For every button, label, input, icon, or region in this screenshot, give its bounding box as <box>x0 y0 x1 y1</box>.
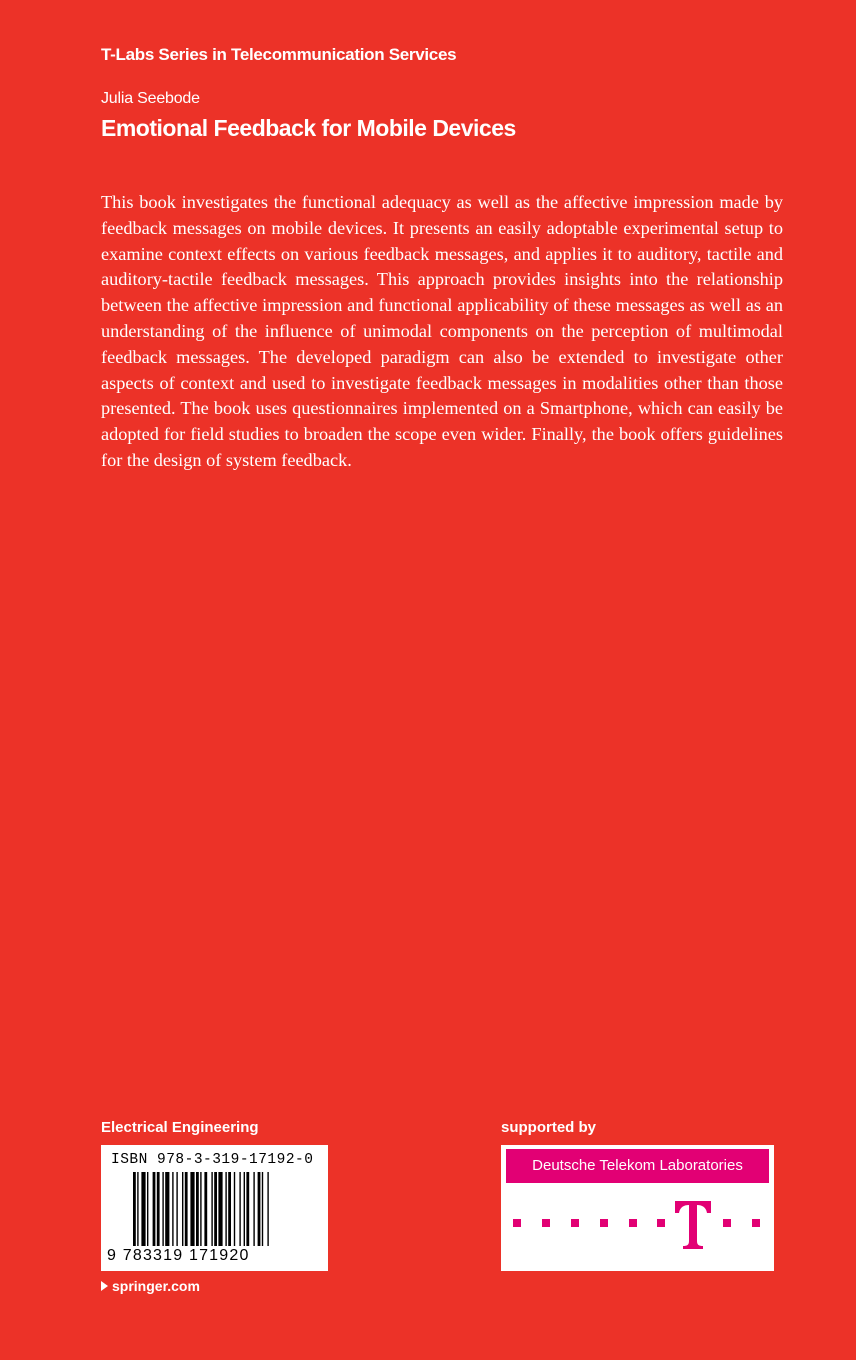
book-title: Emotional Feedback for Mobile Devices <box>101 115 516 141</box>
author-name: Julia Seebode <box>101 90 200 107</box>
sponsor-box <box>501 1145 774 1271</box>
isbn-label: ISBN 978-3-319-17192-0 <box>111 1152 314 1168</box>
book-description: This book investigates the functional adequacy as well as the affective impression made by feedback messages on mobile devices. It presents an easily adoptable experimental setup to examine context effects on various feedback messages, and applies it to auditory, tactile and auditory-tactile feedback messages. This approach provides insights into the relationship between the affective impression and functional applicability of these messages as well as an understanding of the influence of unimodal components on the perception of multimodal feedback messages. The developed paradigm can also be extended to investigate other aspects of context and used to investigate feedback messages in modalities other than those presented. The book uses questionnaires implemented on a Smartphone, which can easily be adopted for field studies to broaden the scope even wider. Finally, the book offers guidelines for the design of system feedback. <box>101 192 783 470</box>
barcode-bars <box>133 1172 301 1246</box>
sponsor-name: Deutsche Telekom Laboratories <box>506 1149 769 1183</box>
publisher-link[interactable] <box>101 1278 200 1294</box>
ean-digits: 9 783319 171920 <box>107 1247 250 1264</box>
series-title: T-Labs Series in Telecommunication Services <box>101 45 457 64</box>
publisher-link-text: springer.com <box>112 1278 200 1294</box>
telekom-t-logo-icon <box>509 1199 769 1251</box>
subject-category: Electrical Engineering <box>101 1119 259 1136</box>
barcode <box>101 1145 328 1271</box>
supported-by-label: supported by <box>501 1119 597 1136</box>
arrow-right-icon <box>101 1281 108 1291</box>
